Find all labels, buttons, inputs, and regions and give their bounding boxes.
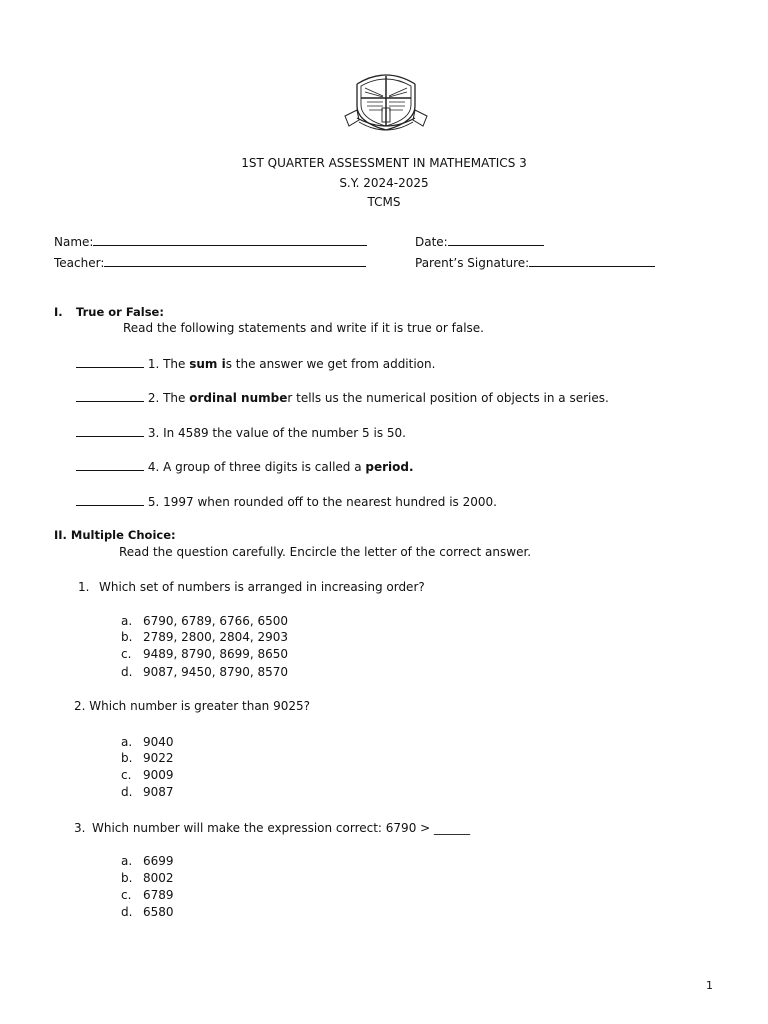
option[interactable]: d. 9087, 9450, 8790, 8570 — [121, 665, 289, 679]
question-number: 2. — [74, 699, 86, 713]
school-year: S.Y. 2024-2025 — [339, 176, 429, 190]
teacher-blank[interactable] — [104, 255, 366, 267]
option[interactable]: a. 6790, 6789, 6766, 6500 — [121, 614, 289, 628]
option[interactable]: d. 6580 — [121, 905, 174, 919]
option[interactable]: a. 9040 — [121, 735, 174, 749]
option[interactable]: c. 9489, 8790, 8699, 8650 — [121, 647, 289, 661]
date-field[interactable] — [415, 234, 544, 249]
option[interactable]: d. 9087 — [121, 785, 174, 799]
name-field[interactable] — [54, 234, 367, 249]
date-blank[interactable] — [448, 234, 544, 246]
teacher-label: Teacher: — [54, 256, 105, 270]
question-number: 1. — [78, 580, 90, 594]
question-2 — [74, 699, 310, 713]
tf-item: 3. In 4589 the value of the number 5 is 50. — [76, 425, 406, 440]
school-seal-icon — [343, 70, 429, 136]
parent-signature-field[interactable] — [415, 255, 655, 270]
teacher-field[interactable] — [54, 255, 366, 270]
answer-blank[interactable] — [76, 356, 144, 368]
school-name: TCMS — [367, 195, 401, 209]
option[interactable]: c. 6789 — [121, 888, 174, 902]
tf-item: 5. 1997 when rounded off to the nearest hundred is 2000. — [76, 494, 497, 509]
section-1-heading — [54, 305, 164, 319]
name-blank[interactable] — [93, 234, 367, 246]
option[interactable]: c. 9009 — [121, 768, 174, 782]
tf-item: 2. The ordinal number tells us the numerical position of objects in a series. — [76, 390, 609, 405]
option[interactable]: a. 6699 — [121, 854, 174, 868]
question-3 — [74, 821, 471, 835]
question-text: Which number will make the expression correct: 6790 > ______ — [92, 821, 471, 835]
tf-item: 1. The sum is the answer we get from addition. — [76, 356, 435, 371]
tf-item: 4. A group of three digits is called a period. — [76, 459, 414, 474]
question-number: 3. — [74, 821, 86, 835]
question-text: Which number is greater than 9025? — [89, 699, 311, 713]
name-label: Name: — [54, 235, 94, 249]
question-1 — [78, 580, 425, 594]
option[interactable]: b. 9022 — [121, 751, 174, 765]
page-number: 1 — [706, 979, 713, 992]
answer-blank[interactable] — [76, 390, 144, 402]
question-text: Which set of numbers is arranged in increasing order? — [99, 580, 425, 594]
parent-signature-label: Parent’s Signature: — [415, 256, 530, 270]
section-2-instruction: Read the question carefully. Encircle the letter of the correct answer. — [119, 545, 532, 559]
section-1-title: True or False: — [76, 305, 164, 319]
date-label: Date: — [415, 235, 448, 249]
section-2-title: II. Multiple Choice: — [54, 528, 176, 542]
section-1-instruction: Read the following statements and write if it is true or false. — [123, 321, 484, 335]
option[interactable]: b. 2789, 2800, 2804, 2903 — [121, 630, 289, 644]
option[interactable]: b. 8002 — [121, 871, 174, 885]
answer-blank[interactable] — [76, 425, 144, 437]
parent-signature-blank[interactable] — [529, 255, 655, 267]
section-1-numeral: I. — [54, 305, 63, 319]
assessment-title: 1ST QUARTER ASSESSMENT IN MATHEMATICS 3 — [241, 156, 527, 170]
answer-blank[interactable] — [76, 494, 144, 506]
answer-blank[interactable] — [76, 459, 144, 471]
